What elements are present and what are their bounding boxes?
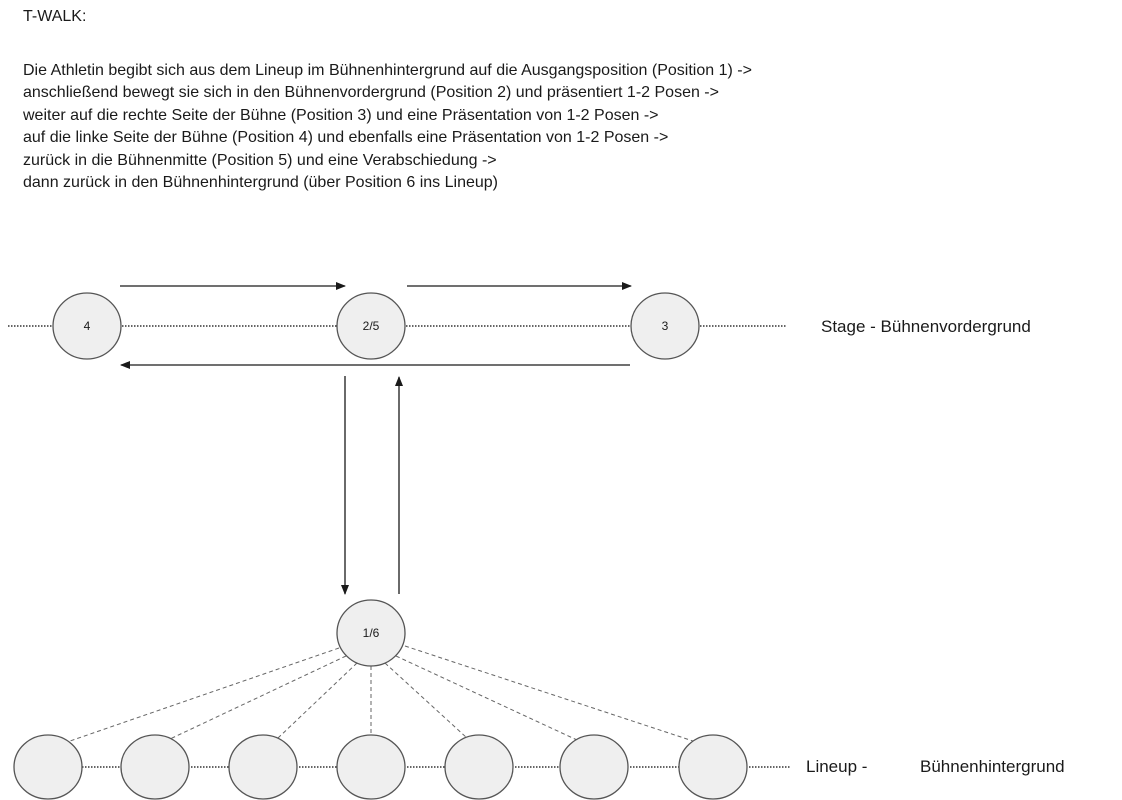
description-line: auf die linke Seite der Bühne (Position 4) und ebenfalls eine Präsentation von 1-2 Posen -> [23, 129, 669, 147]
description-line: Die Athletin begibt sich aus dem Lineup im Bühnenhintergrund auf die Ausgangsposition (Position 1) -> [23, 62, 752, 79]
position-node-start [337, 600, 405, 666]
description-line: zurück in die Bühnenmitte (Position 5) und eine Verabschiedung -> [23, 151, 497, 169]
description-line: weiter auf die rechte Seite der Bühne (Position 3) und eine Präsentation von 1-2 Posen -> [23, 106, 659, 124]
position-label: 2/5 [362, 319, 380, 333]
position-node-left [53, 293, 121, 359]
position-label: 4 [83, 319, 91, 333]
position-label: 1/6 [362, 626, 380, 640]
background-label: Bühnenhintergrund [920, 757, 1065, 776]
position-label: 3 [661, 319, 669, 333]
page-title: T-WALK: [23, 8, 87, 25]
lineup-node [229, 735, 297, 799]
position-node-right [631, 293, 699, 359]
lineup-node [560, 735, 628, 799]
stage-label: Stage - Bühnenvordergrund [821, 317, 1031, 336]
lineup-node [679, 735, 747, 799]
lineup-node [14, 735, 82, 799]
lineup-node [445, 735, 513, 799]
lineup-node [121, 735, 189, 799]
position-node-center [337, 293, 405, 359]
description-line: dann zurück in den Bühnenhintergrund (über Position 6 ins Lineup) [23, 174, 498, 192]
lineup-node [337, 735, 405, 799]
lineup-label: Lineup - [806, 757, 868, 776]
description-line: anschließend bewegt sie sich in den Bühnenvordergrund (Position 2) und präsentiert 1-2 Posen -> [23, 84, 719, 102]
